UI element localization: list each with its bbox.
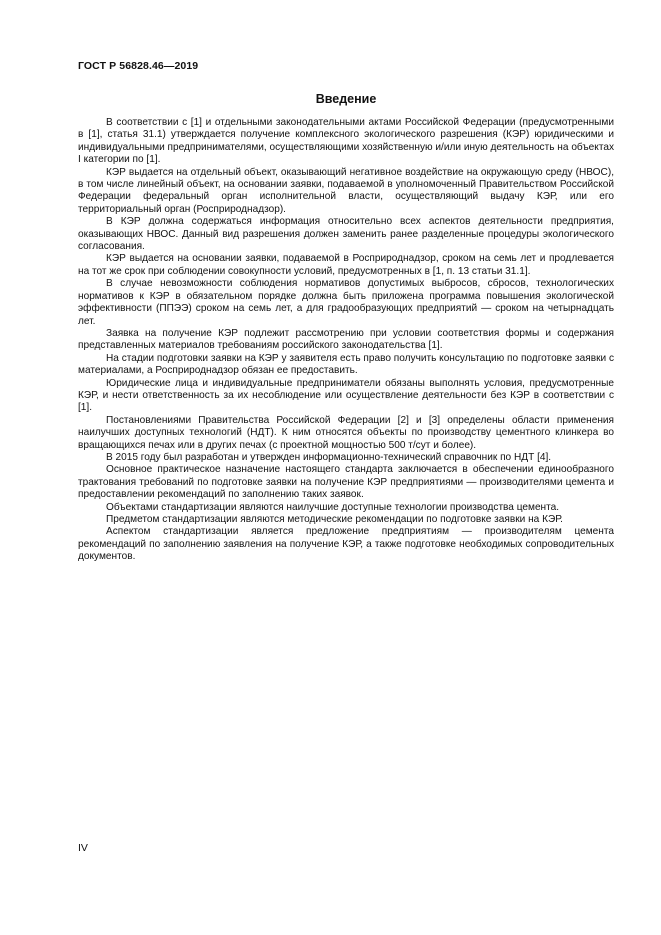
paragraph-4: КЭР выдается на основании заявки, подаваемой в Росприроднадзор, сроком на семь лет и продлевается на тот же срок при соблюдении совокупности условий, предусмотренных в [1, п. 13 статьи 31.1]. [78, 253, 614, 277]
paragraph-11: Основное практическое назначение настоящего стандарта заключается в обеспечении единообразного трактования требований по подготовке заявки на получение КЭР предприятиями — производителями цемента и предоставлении рекомендаций по заполнению таких заявок. [78, 464, 614, 501]
paragraph-8: Юридические лица и индивидуальные предприниматели обязаны выполнять условия, предусмотренные КЭР, и нести ответственность за их несоблюдение или осуществление деятельности без КЭР в соответствии с [1]. [78, 377, 614, 414]
paragraph-12: Объектами стандартизации являются наилучшие доступные технологии производства цемента. [106, 501, 560, 513]
page-number: IV [78, 842, 88, 854]
paragraph-6: Заявка на получение КЭР подлежит рассмотрению при условии соответствия формы и содержания представленных материалов требованиям российского законодательства [1]. [78, 327, 614, 352]
paragraph-13: Предметом стандартизации являются методические рекомендации по подготовке заявки на КЭР. [106, 514, 563, 525]
introduction-body [78, 117, 614, 564]
paragraph-2: КЭР выдается на отдельный объект, оказывающий негативное воздействие на окружающую среду (НВОС), в том числе линейный объект, на основании заявки, подаваемой в уполномоченный Правительством Российской Федерации федеральный орган исполнительной власти, осуществляющий выдачу КЭР, или его территориальный орган (Росприроднадзор). [78, 166, 614, 215]
paragraph-10: В 2015 году был разработан и утвержден информационно-технический справочник по НДТ [4]. [106, 451, 552, 463]
paragraph-5: В случае невозможности соблюдения нормативов допустимых выбросов, сбросов, технологических нормативов к КЭР в обязательном порядке должна быть приложена программа повышения экологической эффективности (ППЭЭ) сроком на семь лет, а для градообразующих предприятий — сроком на четырнадцать лет. [78, 278, 614, 327]
paragraph-7: На стадии подготовки заявки на КЭР у заявителя есть право получить консультацию по подготовке заявки с материалами, а Росприроднадзор обязан ее предоставить. [78, 352, 614, 377]
paragraph-3: В КЭР должна содержаться информация относительно всех аспектов деятельности предприятия, оказывающих НВОС. Данный вид разрешения должен заменить ранее разделенные процедуры экологического согласования. [78, 216, 614, 253]
paragraph-14: Аспектом стандартизации является предложение предприятиям — производителям цемента рекомендаций по заполнению заявления на получение КЭР, а также подготовке необходимых сопроводительных документов. [78, 526, 614, 563]
section-title: Введение [315, 92, 377, 106]
paragraph-9: Постановлениями Правительства Российской Федерации [2] и [3] определены области применения наилучших доступных технологий (НДТ). К ним относятся объекты по производству цементного клинкера во вращающихся печах или в других печах (с проектной мощностью 500 т/сут и более). [78, 414, 614, 451]
document-header-code: ГОСТ Р 56828.46—2019 [78, 60, 199, 72]
paragraph-1: В соответствии с [1] и отдельными законодательными актами Российской Федерации (предусмотренными в [1], статья 31.1) утверждается получение комплексного экологического разрешения (КЭР) юридическими и индивидуальными предпринимателями, осуществляющими хозяйственную и/или иную деятельность на объектах I категории по [1]. [78, 117, 614, 166]
